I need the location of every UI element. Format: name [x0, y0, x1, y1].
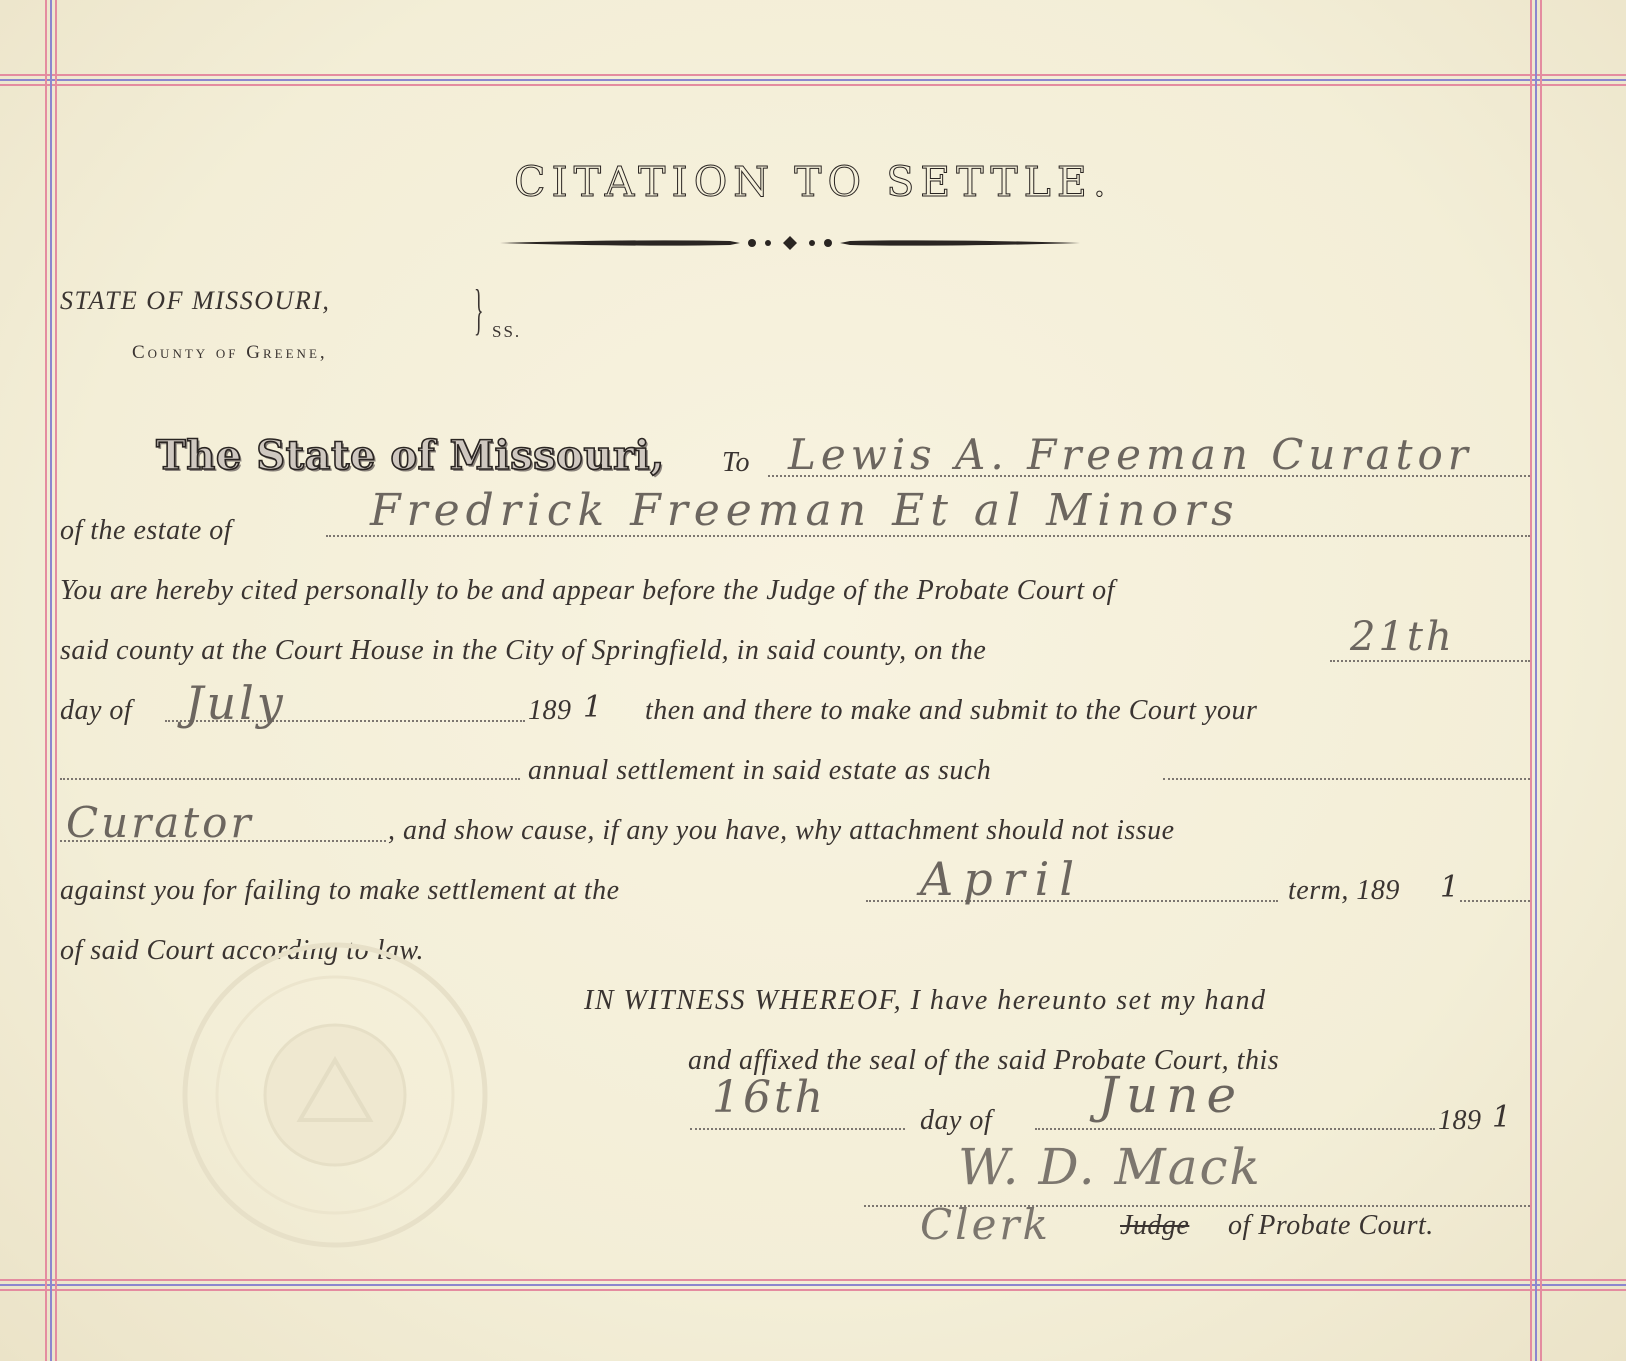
venue-brace: }	[474, 279, 484, 341]
appear-day-line	[1330, 660, 1530, 662]
settlement-kind-line	[60, 778, 520, 780]
witness-day-line	[690, 1128, 905, 1130]
show-cause-text: , and show cause, if any you have, why attachment should not issue	[388, 815, 1175, 846]
document-title: CITATION TO SETTLE.	[514, 158, 1112, 206]
estate-prefix: of the estate of	[60, 515, 233, 546]
clerk-signature: W. D. Mack	[958, 1138, 1262, 1196]
term-text: term, 189	[1288, 875, 1400, 906]
border-rule-top	[0, 74, 1626, 76]
salutation-heading: The State of Missouri,	[156, 432, 665, 479]
venue-state: STATE OF MISSOURI,	[60, 286, 331, 315]
embossed-seal	[170, 930, 500, 1260]
salutation-to: To	[722, 447, 751, 478]
day-of-label: day of	[60, 695, 133, 726]
body-line-cited: You are hereby cited personally to be and appear before the Judge of the Probate Court of	[60, 575, 1115, 606]
border-rule-bottom	[0, 1279, 1626, 1281]
witness-day-handwritten: 16th	[712, 1072, 827, 1123]
witness-month-handwritten: June	[1098, 1066, 1245, 1124]
year-digit-handwritten: 1	[583, 690, 606, 725]
then-text: then and there to make and submit to the Court your	[645, 695, 1258, 726]
border-rule-top	[0, 79, 1626, 81]
settlement-text: annual settlement in said estate as such	[528, 755, 992, 786]
capacity-handwritten: Curator	[66, 798, 254, 847]
witness-day-of: day of	[920, 1105, 993, 1136]
estate-handwritten: Fredrick Freeman Et al Minors	[370, 485, 1240, 536]
term-year-digit-handwritten: 1	[1440, 870, 1463, 905]
witness-year-digit-handwritten: 1	[1492, 1100, 1515, 1135]
term-handwritten: April	[920, 852, 1085, 906]
law-text: of said Court according to law.	[60, 935, 424, 966]
struck-title: Judge	[1120, 1210, 1190, 1241]
year-printed: 189	[528, 695, 572, 726]
appear-month-handwritten: July	[185, 676, 286, 730]
against-text: against you for failing to make settlement at the	[60, 875, 620, 906]
border-rule-bottom	[0, 1289, 1626, 1291]
signature-title-handwritten: Clerk	[920, 1200, 1051, 1249]
witness-month-line	[1035, 1128, 1435, 1130]
border-rule-top	[0, 84, 1626, 86]
witness-line-2: and affixed the seal of the said Probate Court, this	[688, 1045, 1280, 1076]
witness-year-printed: 189	[1438, 1105, 1482, 1136]
body-line-court: said county at the Court House in the City of Springfield, in said county, on the	[60, 635, 987, 666]
appear-day-handwritten: 21th	[1350, 614, 1455, 660]
border-rule-bottom	[0, 1284, 1626, 1286]
settlement-tail-line	[1163, 778, 1530, 780]
recipient-handwritten: Lewis A. Freeman Curator	[788, 430, 1473, 479]
witness-line-1: IN WITNESS WHEREOF, I have hereunto set my hand	[584, 985, 1267, 1016]
title-suffix: of Probate Court.	[1228, 1210, 1434, 1241]
title-ornament	[500, 228, 1080, 258]
venue-ss: SS.	[492, 322, 522, 341]
term-tail-line	[1460, 900, 1530, 902]
venue-county: County of Greene,	[132, 342, 328, 363]
